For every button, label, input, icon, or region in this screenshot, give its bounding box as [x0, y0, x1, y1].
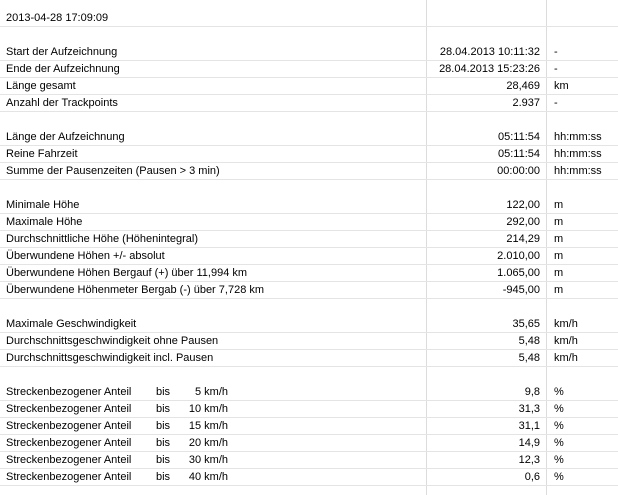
label-cell[interactable]: Summe der Pausenzeiten (Pausen > 3 min): [6, 165, 220, 177]
table-row[interactable]: [0, 401, 618, 418]
share-label: Streckenbezogener Anteil: [6, 437, 132, 449]
unit-cell[interactable]: -: [554, 97, 558, 109]
label-cell[interactable]: Ende der Aufzeichnung: [6, 63, 120, 75]
value-cell[interactable]: 28,469: [506, 80, 540, 92]
value-cell[interactable]: 122,00: [506, 199, 540, 211]
label-cell[interactable]: [6, 384, 426, 400]
share-label: Streckenbezogener Anteil: [6, 471, 132, 483]
bis-label: bis: [156, 437, 171, 449]
unit-cell[interactable]: m: [554, 284, 564, 296]
speed-limit: 15 km/h: [188, 420, 228, 432]
unit-cell[interactable]: hh:mm:ss: [554, 131, 602, 143]
value-cell[interactable]: 214,29: [506, 233, 540, 245]
value-cell[interactable]: 5,48: [518, 352, 540, 364]
table-row[interactable]: [0, 333, 618, 350]
table-row[interactable]: [0, 265, 618, 282]
unit-cell[interactable]: m: [554, 250, 564, 262]
value-cell[interactable]: -945,00: [502, 284, 540, 296]
value-cell[interactable]: 2.010,00: [497, 250, 540, 262]
value-cell[interactable]: 292,00: [506, 216, 540, 228]
unit-cell[interactable]: km: [554, 80, 569, 92]
table-row[interactable]: [0, 44, 618, 61]
label-cell[interactable]: Anzahl der Trackpoints: [6, 97, 118, 109]
value-cell[interactable]: 31,3: [518, 403, 540, 415]
unit-cell[interactable]: -: [554, 46, 558, 58]
table-row[interactable]: [0, 61, 618, 78]
unit-cell[interactable]: km/h: [554, 318, 578, 330]
label-cell[interactable]: Überwundene Höhen +/- absolut: [6, 250, 165, 262]
unit-cell[interactable]: %: [554, 420, 564, 432]
table-row[interactable]: [0, 282, 618, 299]
table-row[interactable]: [0, 78, 618, 95]
table-row[interactable]: [0, 452, 618, 469]
bis-label: bis: [156, 386, 171, 398]
label-cell[interactable]: [6, 418, 426, 434]
header-row[interactable]: [0, 10, 618, 27]
value-cell[interactable]: 05:11:54: [497, 131, 540, 143]
share-label: Streckenbezogener Anteil: [6, 403, 132, 415]
label-cell[interactable]: Länge der Aufzeichnung: [6, 131, 125, 143]
table-row[interactable]: [0, 384, 618, 401]
unit-cell[interactable]: %: [554, 403, 564, 415]
speed-limit: 20 km/h: [188, 437, 228, 449]
value-cell[interactable]: 9,8: [524, 386, 540, 398]
speed-limit: 5 km/h: [194, 386, 228, 398]
table-row[interactable]: [0, 248, 618, 265]
value-cell[interactable]: 0,6: [524, 471, 540, 483]
label-cell[interactable]: [6, 435, 426, 451]
speed-limit: 10 km/h: [188, 403, 228, 415]
value-cell[interactable]: 28.04.2013 10:11:32: [439, 46, 540, 58]
unit-cell[interactable]: hh:mm:ss: [554, 148, 602, 160]
label-cell[interactable]: Überwundene Höhen Bergauf (+) über 11,994 km: [6, 267, 248, 279]
table-row[interactable]: [0, 197, 618, 214]
label-cell[interactable]: Länge gesamt: [6, 80, 76, 92]
unit-cell[interactable]: %: [554, 437, 564, 449]
bis-label: bis: [156, 454, 171, 466]
unit-cell[interactable]: m: [554, 216, 564, 228]
unit-cell[interactable]: -: [554, 63, 558, 75]
value-cell[interactable]: 28.04.2013 15:23:26: [439, 63, 540, 75]
table-row[interactable]: [0, 129, 618, 146]
label-cell[interactable]: Maximale Geschwindigkeit: [6, 318, 137, 330]
table-row[interactable]: [0, 350, 618, 367]
bis-label: bis: [156, 471, 171, 483]
table-row[interactable]: [0, 146, 618, 163]
label-cell[interactable]: Reine Fahrzeit: [6, 148, 78, 160]
timestamp-cell[interactable]: 2013-04-28 17:09:09: [6, 12, 109, 24]
label-cell[interactable]: [6, 452, 426, 468]
label-cell[interactable]: [6, 401, 426, 417]
unit-cell[interactable]: hh:mm:ss: [554, 165, 602, 177]
value-cell[interactable]: 00:00:00: [497, 165, 540, 177]
value-cell[interactable]: 14,9: [518, 437, 540, 449]
label-cell[interactable]: Maximale Höhe: [6, 216, 83, 228]
unit-cell[interactable]: km/h: [554, 335, 578, 347]
speed-limit: 30 km/h: [188, 454, 228, 466]
share-label: Streckenbezogener Anteil: [6, 454, 132, 466]
bis-label: bis: [156, 403, 171, 415]
label-cell[interactable]: Minimale Höhe: [6, 199, 80, 211]
label-cell[interactable]: Durchschnittsgeschwindigkeit incl. Pausen: [6, 352, 214, 364]
value-cell[interactable]: 35,65: [512, 318, 540, 330]
label-cell[interactable]: Start der Aufzeichnung: [6, 46, 118, 58]
unit-cell[interactable]: m: [554, 233, 564, 245]
table-row[interactable]: [0, 418, 618, 435]
label-cell[interactable]: Durchschnittsgeschwindigkeit ohne Pausen: [6, 335, 219, 347]
share-label: Streckenbezogener Anteil: [6, 420, 132, 432]
bis-label: bis: [156, 420, 171, 432]
value-cell[interactable]: 05:11:54: [497, 148, 540, 160]
table-row[interactable]: [0, 163, 618, 180]
table-row[interactable]: [0, 95, 618, 112]
speed-limit: 40 km/h: [188, 471, 228, 483]
unit-cell[interactable]: %: [554, 454, 564, 466]
value-cell[interactable]: 2.937: [512, 97, 540, 109]
value-cell[interactable]: 12,3: [518, 454, 540, 466]
unit-cell[interactable]: m: [554, 199, 564, 211]
share-label: Streckenbezogener Anteil: [6, 386, 132, 398]
table-row[interactable]: [0, 214, 618, 231]
table-row[interactable]: [0, 316, 618, 333]
unit-cell[interactable]: %: [554, 386, 564, 398]
label-cell[interactable]: [6, 469, 426, 485]
table-row[interactable]: [0, 435, 618, 452]
unit-cell[interactable]: %: [554, 471, 564, 483]
unit-cell[interactable]: m: [554, 267, 564, 279]
label-cell[interactable]: Durchschnittliche Höhe (Höhenintegral): [6, 233, 198, 245]
unit-cell[interactable]: km/h: [554, 352, 578, 364]
table-row[interactable]: [0, 231, 618, 248]
value-cell[interactable]: 1.065,00: [497, 267, 540, 279]
table-row[interactable]: [0, 469, 618, 486]
value-cell[interactable]: 5,48: [518, 335, 540, 347]
label-cell[interactable]: Überwundene Höhenmeter Bergab (-) über 7,728 km: [6, 284, 265, 296]
value-cell[interactable]: 31,1: [518, 420, 540, 432]
